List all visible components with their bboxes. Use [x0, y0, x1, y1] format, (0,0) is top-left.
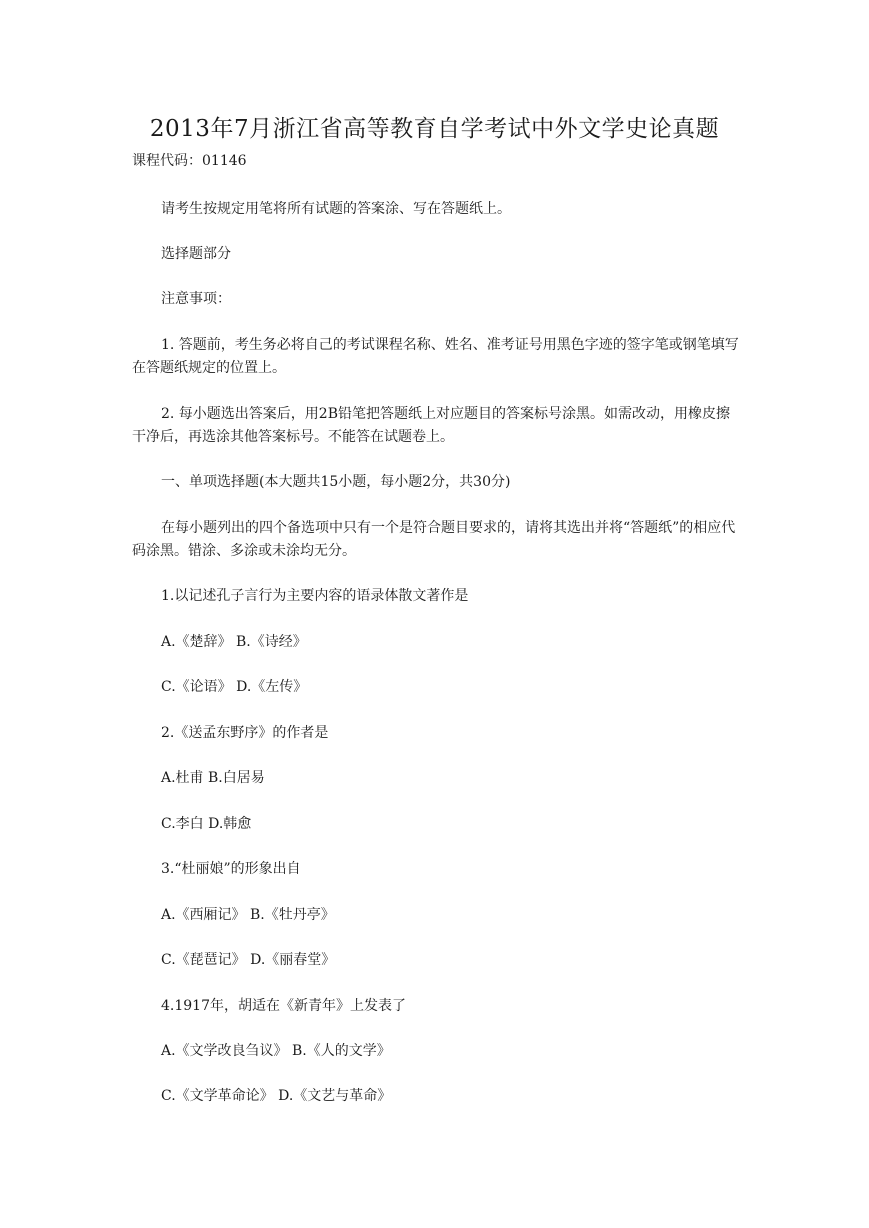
- question-options-cd: C.《论语》 D.《左传》: [161, 679, 308, 695]
- section-title: 一、单项选择题(本大题共15小题，每小题2分，共30分): [161, 474, 511, 490]
- general-instruction: 请考生按规定用笔将所有试题的答案涂、写在答题纸上。: [161, 201, 511, 217]
- part-label: 选择题部分: [161, 246, 231, 262]
- question-options-cd: C.《琵琶记》 D.《丽春堂》: [161, 952, 336, 968]
- question-options-ab: A.杜甫 B.白居易: [161, 770, 265, 786]
- question-stem: 2.《送孟东野序》的作者是: [161, 725, 329, 741]
- question-options-ab: A.《西厢记》 B.《牡丹亭》: [161, 907, 335, 923]
- note-item-2: 2. 每小题选出答案后，用2B铅笔把答题纸上对应题目的答案标号涂黑。如需改动，用橡皮擦干净后，再选涂其他答案标号。不能答在试题卷上。: [132, 406, 731, 445]
- question-options-ab: A.《楚辞》 B.《诗经》: [161, 634, 307, 650]
- document-title: 2013年7月浙江省高等教育自学考试中外文学史论真题: [149, 116, 720, 142]
- course-code: 课程代码：01146: [132, 153, 247, 169]
- question-stem: 3.“杜丽娘”的形象出自: [161, 861, 301, 877]
- section-instruction: 在每小题列出的四个备选项中只有一个是符合题目要求的，请将其选出并将“答题纸”的相应代码涂黑。错涂、多涂或未涂均无分。: [132, 520, 736, 559]
- notes-label: 注意事项：: [161, 291, 231, 307]
- question-options-cd: C.《文学革命论》 D.《文艺与革命》: [161, 1088, 392, 1104]
- question-stem: 1.以记述孔子言行为主要内容的语录体散文著作是: [161, 588, 469, 604]
- note-item-1: 1. 答题前，考生务必将自己的考试课程名称、姓名、准考证号用黑色字迹的签字笔或钢笔填写在答题纸规定的位置上。: [132, 337, 739, 376]
- question-options-cd: C.李白 D.韩愈: [161, 816, 252, 832]
- question-options-ab: A.《文学改良刍议》 B.《人的文学》: [161, 1043, 391, 1059]
- question-stem: 4.1917年，胡适在《新青年》上发表了: [161, 998, 406, 1014]
